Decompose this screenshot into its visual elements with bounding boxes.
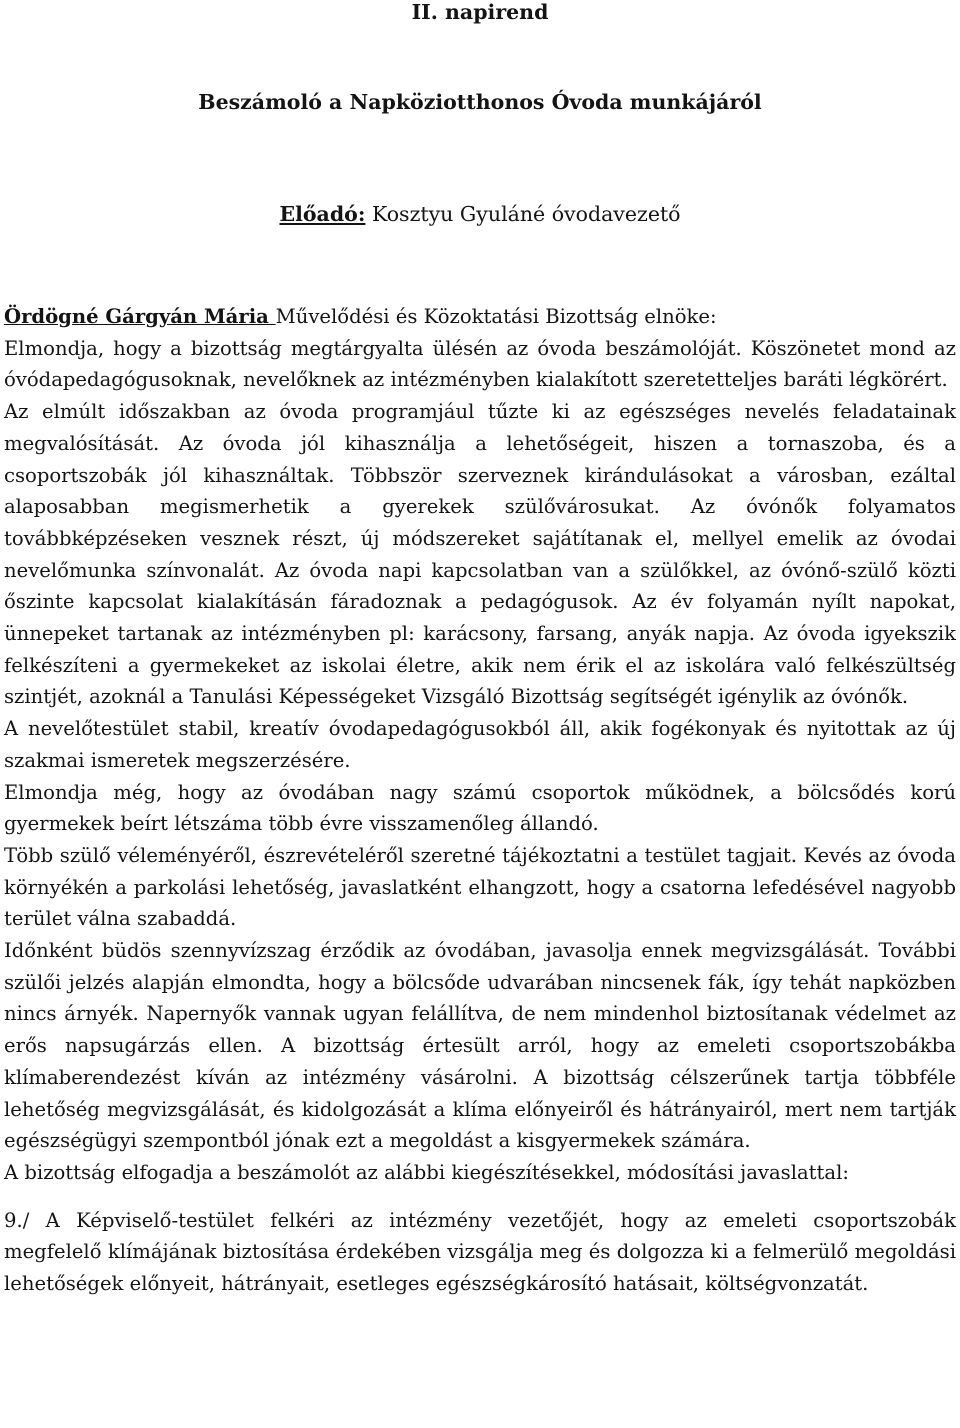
presenter-name: Kosztyu Gyuláné óvodavezető — [365, 201, 681, 226]
paragraph: Az elmúlt időszakban az óvoda programjául tűzte ki az egészséges nevelés feladatainak megvalósítását. Az óvoda jól kihasználja a lehetőségeit, hiszen a tornaszoba, és a csoportszobák jól kihasználtak. Többször szerveznek kirándulásokat a városban, ezáltal alaposabban megismerhetik a gyerekek szülővárosukat. Az óvónők folyamatos továbbképzéseken vesznek részt, új módszereket sajátítanak el, mellyel emelik az óvodai nevelőmunka színvonalát. Az óvoda napi kapcsolatban van a szülőkkel, az óvónő-szülő közti őszinte kapcsolat kialakításán fáradoznak a pedagógusok. Az év folyamán nyílt napokat, ünnepeket tartanak az intézményben pl: karácsony, farsang, anyák napja. Az óvoda igyekszik felkészíteni a gyermekeket az iskolai életre, akik nem érik el az iskolára való felkészültség szintjét, azoknál a Tanulási Képességeket Vizsgáló Bizottság segítségét igénylik az óvónők. — [4, 400, 956, 709]
paragraph: A nevelőtestület stabil, kreatív óvodapedagógusokból áll, akik fogékonyak és nyitottak az új szakmai ismeretek megszerzésére. — [4, 717, 956, 772]
paragraph: Elmondja, hogy a bizottság megtárgyalta ülésén az óvoda beszámolóját. Köszönetet mond az óvódapedagógusoknak, nevelőknek az intézményben kialakított szeretetteljes baráti légkörért. — [4, 336, 956, 392]
paragraph: A bizottság elfogadja a beszámolót az alábbi kiegészítésekkel, módosítási javaslattal: — [4, 1160, 849, 1184]
paragraph: Időnként büdös szennyvízszag érződik az óvodában, javasolja ennek megvizsgálását. További szülői jelzés alapján elmondta, hogy a bölcsőde udvarában nincsenek fák, így tehát napközben nincs árnyék. Napernyők vannak ugyan felállítva, de nem mindenhol biztosítanak védelmet az erős napsugárzás ellen. A bizottság értesült arról, hogy az emeleti csoportszobákba klímaberendezést kíván az intézmény vásárolni. A bizottság célszerűnek tartja többféle lehetőség megvizsgálását, és kidolgozását a klíma előnyeiről és hátrányairól, mert nem tartják egészségügyi szempontból jónak ezt a megoldást a kisgyermekek számára. — [4, 939, 956, 1153]
paragraph: Elmondja még, hogy az óvodában nagy számú csoportok működnek, a bölcsődés korú gyermekek beírt létszáma több évre visszamenőleg állandó. — [4, 780, 956, 836]
presenter-label: Előadó: — [279, 201, 366, 226]
speaker-line — [4, 301, 956, 333]
spacer — [4, 1189, 956, 1205]
resolution-paragraph: 9./ A Képviselő-testület felkéri az intézmény vezetőjét, hogy az emeleti csoportszobák megfelelő klímájának biztosítása érdekében vizsgálja meg és dolgozza ki a felmerülő megoldási lehetőségek előnyeit, hátrányait, esetleges egészségkárosító hatásait, költségvonzatát. — [4, 1208, 956, 1296]
agenda-label: II. napirend — [411, 0, 549, 24]
document-title: Beszámoló a Napköziotthonos Óvoda munkájáról — [198, 90, 762, 114]
speaker-name: Ördögné Gárgyán Mária — [4, 305, 276, 328]
report-body — [4, 301, 956, 1300]
paragraph: Több szülő véleményéről, észrevételéről szeretné tájékoztatni a testület tagjait. Kevés az óvoda környékén a parkolási lehetőség, javaslatként elhangzott, hogy a csatorna lefedésével nagyobb terület válna szabaddá. — [4, 843, 956, 931]
speaker-role: Művelődési és Közoktatási Bizottság elnöke: — [275, 305, 717, 328]
presenter-line — [4, 201, 956, 227]
